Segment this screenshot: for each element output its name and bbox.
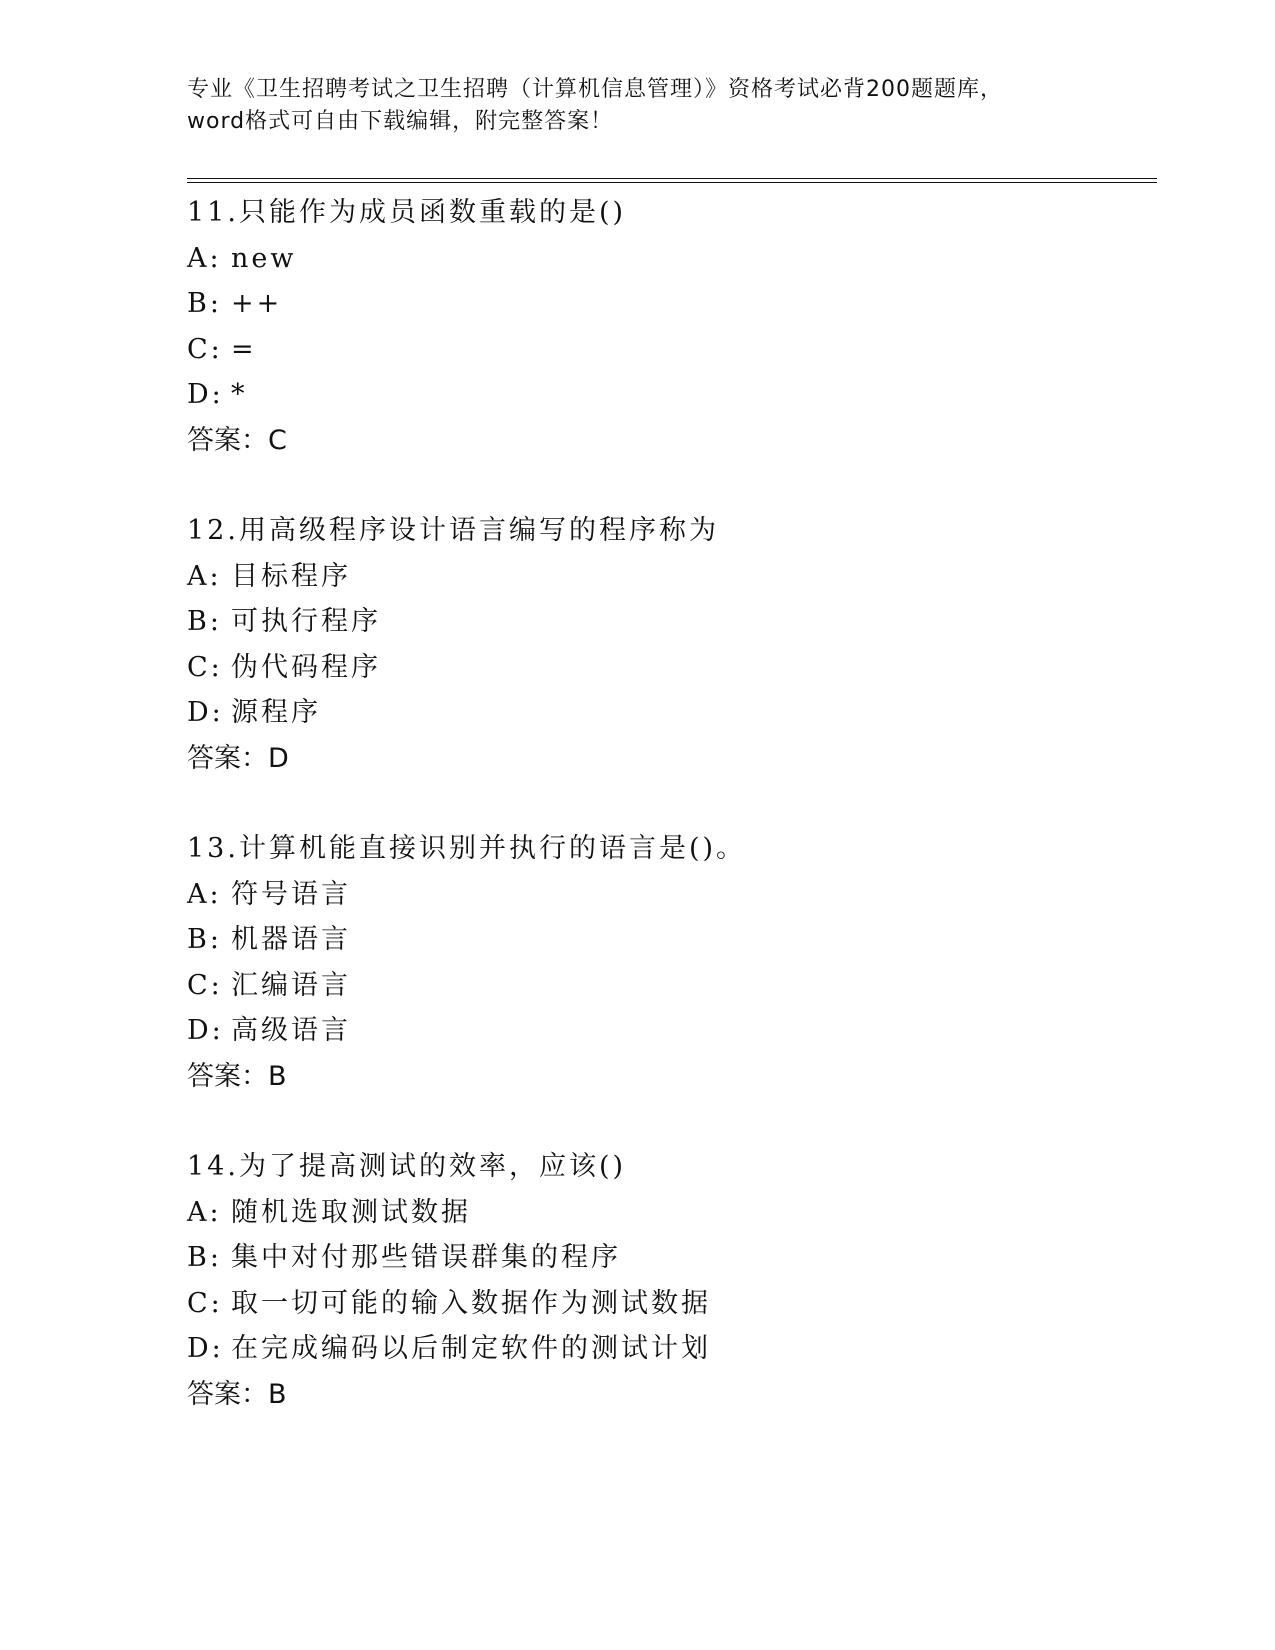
option-a (187, 1190, 1157, 1236)
option-a (187, 872, 1157, 918)
option-text: 可执行程序 (231, 606, 381, 637)
option-key: C: (187, 969, 223, 1001)
option-d (187, 1008, 1157, 1054)
question-stem: 14.为了提高测试的效率，应该() (187, 1151, 627, 1182)
option-text: * (231, 379, 248, 410)
header-line-2: word格式可自由下载编辑，附完整答案！ (187, 109, 614, 134)
option-text: 机器语言 (231, 924, 351, 955)
question-stem: 13.计算机能直接识别并执行的语言是()。 (187, 833, 747, 864)
option-key: C: (187, 651, 223, 683)
option-c (187, 327, 1157, 373)
option-key: A: (187, 242, 222, 274)
option-b (187, 1235, 1157, 1281)
option-text: = (231, 333, 257, 365)
question-14 (187, 1144, 1157, 1417)
question-stem: 12.用高级程序设计语言编写的程序称为 (187, 515, 719, 546)
answer-line: 答案：D (187, 742, 289, 774)
option-text: ++ (231, 288, 283, 319)
document-header (187, 74, 1087, 138)
option-text: 取一切可能的输入数据作为测试数据 (231, 1287, 711, 1319)
option-key: D: (187, 379, 224, 410)
option-text: 高级语言 (231, 1015, 351, 1046)
option-key: D: (187, 1333, 224, 1364)
option-text: new (231, 242, 297, 274)
option-key: B: (187, 288, 222, 319)
question-list (187, 190, 1157, 1462)
question-13 (187, 826, 1157, 1099)
question-12 (187, 508, 1157, 781)
option-key: B: (187, 606, 222, 637)
option-key: C: (187, 333, 223, 365)
header-double-rule (187, 178, 1157, 183)
option-b (187, 281, 1157, 327)
option-c (187, 963, 1157, 1009)
option-text: 源程序 (231, 697, 321, 728)
option-b (187, 599, 1157, 645)
option-key: A: (187, 560, 222, 592)
answer-line: 答案：C (187, 424, 287, 456)
question-11 (187, 190, 1157, 463)
option-d (187, 690, 1157, 736)
option-key: C: (187, 1287, 223, 1319)
option-b (187, 917, 1157, 963)
option-text: 在完成编码以后制定软件的测试计划 (231, 1333, 711, 1364)
option-key: D: (187, 697, 224, 728)
option-key: A: (187, 1196, 222, 1228)
header-line-1: 专业《卫生招聘考试之卫生招聘（计算机信息管理）》资格考试必背200题题库， (187, 77, 1003, 102)
option-key: A: (187, 878, 222, 910)
option-key: D: (187, 1015, 224, 1046)
answer-line: 答案：B (187, 1060, 287, 1092)
option-a (187, 554, 1157, 600)
option-text: 符号语言 (231, 878, 351, 910)
option-d (187, 372, 1157, 418)
question-stem: 11.只能作为成员函数重载的是() (187, 197, 627, 228)
option-d (187, 1326, 1157, 1372)
option-text: 随机选取测试数据 (231, 1196, 471, 1228)
answer-line: 答案：B (187, 1378, 287, 1410)
option-text: 目标程序 (231, 560, 351, 592)
option-c (187, 645, 1157, 691)
option-a (187, 236, 1157, 282)
option-text: 集中对付那些错误群集的程序 (231, 1242, 621, 1273)
option-key: B: (187, 924, 222, 955)
option-text: 伪代码程序 (231, 651, 381, 683)
option-c (187, 1281, 1157, 1327)
option-text: 汇编语言 (231, 969, 351, 1001)
option-key: B: (187, 1242, 222, 1273)
